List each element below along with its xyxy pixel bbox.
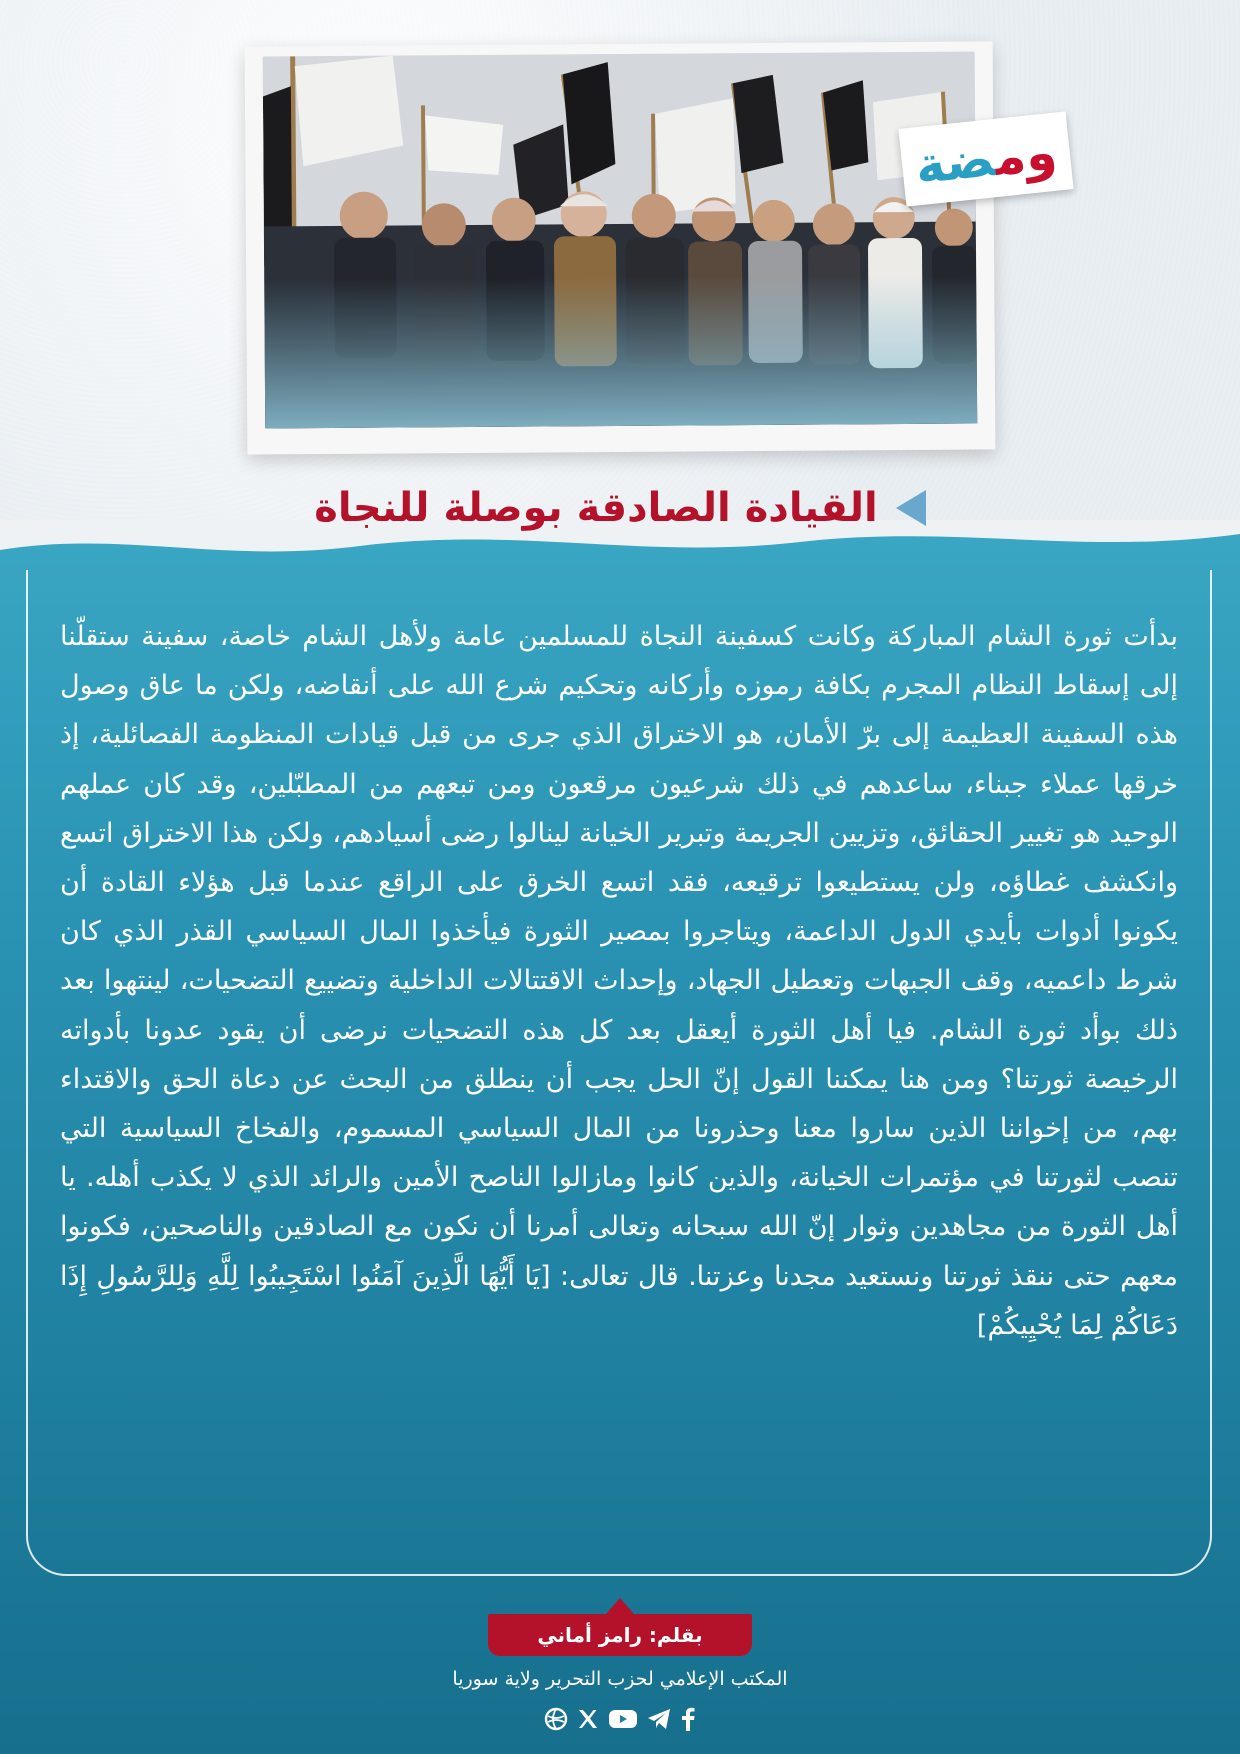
protest-photo xyxy=(263,52,978,429)
x-icon[interactable] xyxy=(576,1707,600,1735)
logo-main: وم xyxy=(991,122,1060,187)
media-office-label: المكتب الإعلامي لحزب التحرير ولاية سوريا xyxy=(452,1668,788,1690)
author-badge-notch xyxy=(606,1598,634,1614)
logo-accent: ضة xyxy=(912,129,998,196)
author-badge: بقلم: رامز أماني xyxy=(488,1614,752,1656)
website-icon[interactable] xyxy=(544,1707,568,1735)
youtube-icon[interactable] xyxy=(608,1707,638,1735)
logo-text xyxy=(913,123,1060,195)
article-body: بدأت ثورة الشام المباركة وكانت كسفينة النجاة للمسلمين عامة ولأهل الشام خاصة، سفينة ستقلّنا إلى إسقاط النظام المجرم بكافة رموزه وأركانه وتحكيم شرع الله على أنقاضه، ولكن ما عاق وصول هذه السفينة العظيمة إلى برّ الأمان، هو الاختراق الذي جرى من قبل قيادات المنظومة الفصائلية، إذ خرقها عملاء جبناء، ساعدهم في ذلك شرعيون مرقعون ومن تبعهم من المطبّلين، وقد كان عملهم الوحيد هو تغيير الحقائق، وتزيين الجريمة وتبرير الخيانة لينالوا رضى أسيادهم، ولكن هذا الاختراق اتسع وانكشف غطاؤه، ولن يستطيعوا ترقيعه، فقد اتسع الخرق على الراقع عندما قبل هؤلاء القادة أن يكونوا أدوات بأيدي الدول الداعمة، ويتاجروا بمصير الثورة فيأخذوا المال السياسي القذر الذي كان شرط داعميه، وقف الجبهات وتعطيل الجهاد، وإحداث الاقتتالات الداخلية وتضييع التضحيات، لينتهوا بعد ذلك بوأد ثورة الشام. فيا أهل الثورة أيعقل بعد كل هذه التضحيات نرضى أن يقود عدونا بأدواته الرخيصة ثورتنا؟ ومن هنا يمكننا القول إنّ الحل يجب أن ينطلق من البحث عن دعاة الحق والاقتداء بهم، من إخواننا الذين ساروا معنا وحذرونا من المال السياسي المسموم، والفخاخ السياسية التي تنصب لثورتنا في مؤتمرات الخيانة، والذين كانوا ومازالوا الناصح الأمين والرائد الذي لا يكذب أهله. يا أهل الثورة من مجاهدين وثوار إنّ الله سبحانه وتعالى أمرنا أن نكون مع الصادقين والناصحين، فكونوا معهم حتى ننقذ ثورتنا ونستعيد مجدنا وعزتنا. قال تعالى: [يَا أَيُّهَا الَّذِينَ آمَنُوا اسْتَجِيبُوا لِلَّهِ وَلِلرَّسُولِ إِذَا دَعَاكُمْ لِمَا يُحْيِيكُمْ] xyxy=(60,621,1178,1341)
article-title: القيادة الصادقة بوصلة للنجاة xyxy=(314,485,878,531)
telegram-icon[interactable] xyxy=(646,1707,672,1735)
facebook-icon[interactable] xyxy=(680,1707,696,1735)
title-row xyxy=(0,478,1240,538)
social-links xyxy=(0,1706,1240,1736)
photo-frame xyxy=(245,41,996,454)
triangle-arrow-icon xyxy=(896,490,926,526)
